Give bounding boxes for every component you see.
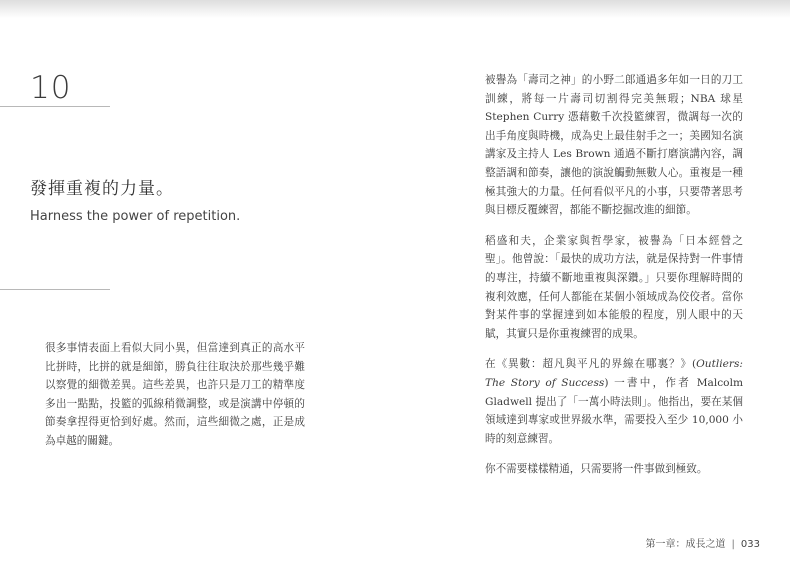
right-paragraph-3: [485, 355, 743, 448]
right-paragraph-2: 稻盛和夫，企業家與哲學家，被譽為「日本經營之聖」。他曾說：「最快的成功方法，就是保持對一件事情的專注，持續不斷地重複與深鑽。」只要你理解時間的複利效應，任何人都能在某個小領域成為佼佼者。當你對某件事的掌握達到如本能般的程度，別人眼中的天賦，其實只是你重複練習的成果。: [485, 234, 743, 340]
page-footer: [646, 535, 760, 550]
book-title-en: Outliers: The Story of Success: [485, 358, 743, 389]
page-number: 033: [740, 539, 760, 550]
para3-text-b: ) 一書中，作者 Malcolm Gladwell 提出了「一萬小時法則」。他指出，要在某個領域達到專家或世界級水準，需要投入至少 10,000 小時的刻意練習。: [485, 376, 743, 445]
page-top-shadow: [0, 0, 790, 18]
right-paragraph-1: 被譽為「壽司之神」的小野二郎通過多年如一日的刀工訓練，將每一片壽司切割得完美無瑕；NBA 球星 Stephen Curry 憑藉數千次投籃練習，微調每一次的出手角度與時機，成為史上最佳射手之一；美國知名演講家及主持人 Les Brown 通過不斷打磨演講內容，調整語調和節奏，讓他的演說觸動無數人心。重複是一種極其強大的力量。任何看似平凡的小事，只要帶著思考與目標反覆練習，都能不斷挖掘改進的細節。: [485, 74, 743, 217]
section-title-en: Harness the power of repetition.: [30, 209, 241, 224]
left-body-paragraph: 很多事情表面上看似大同小異，但當達到真正的高水平比拼時，比拼的就是細節，勝負往往取決於那些幾乎難以察覺的細微差異。這些差異，也許只是刀工的精準度多出一點點，投籃的弧線稍微調整，或是演講中停頓的節奏拿捏得更恰到好處。然而，這些細微之處，正是成為卓越的關鍵。: [45, 342, 305, 447]
para3-text-a: 在《異數：超凡與平凡的界線在哪裏？》(: [485, 358, 697, 371]
right-paragraph-4: 你不需要樣樣精通，只需要將一件事做到極致。: [485, 463, 708, 476]
bottom-rule: [0, 289, 110, 290]
right-column: [485, 71, 743, 491]
top-rule: [0, 106, 110, 107]
section-title-zh: 發揮重複的力量。: [30, 179, 174, 199]
footer-separator: |: [731, 539, 735, 550]
chapter-number: 10: [30, 70, 72, 106]
footer-chapter: 第一章：成長之道: [645, 539, 726, 550]
